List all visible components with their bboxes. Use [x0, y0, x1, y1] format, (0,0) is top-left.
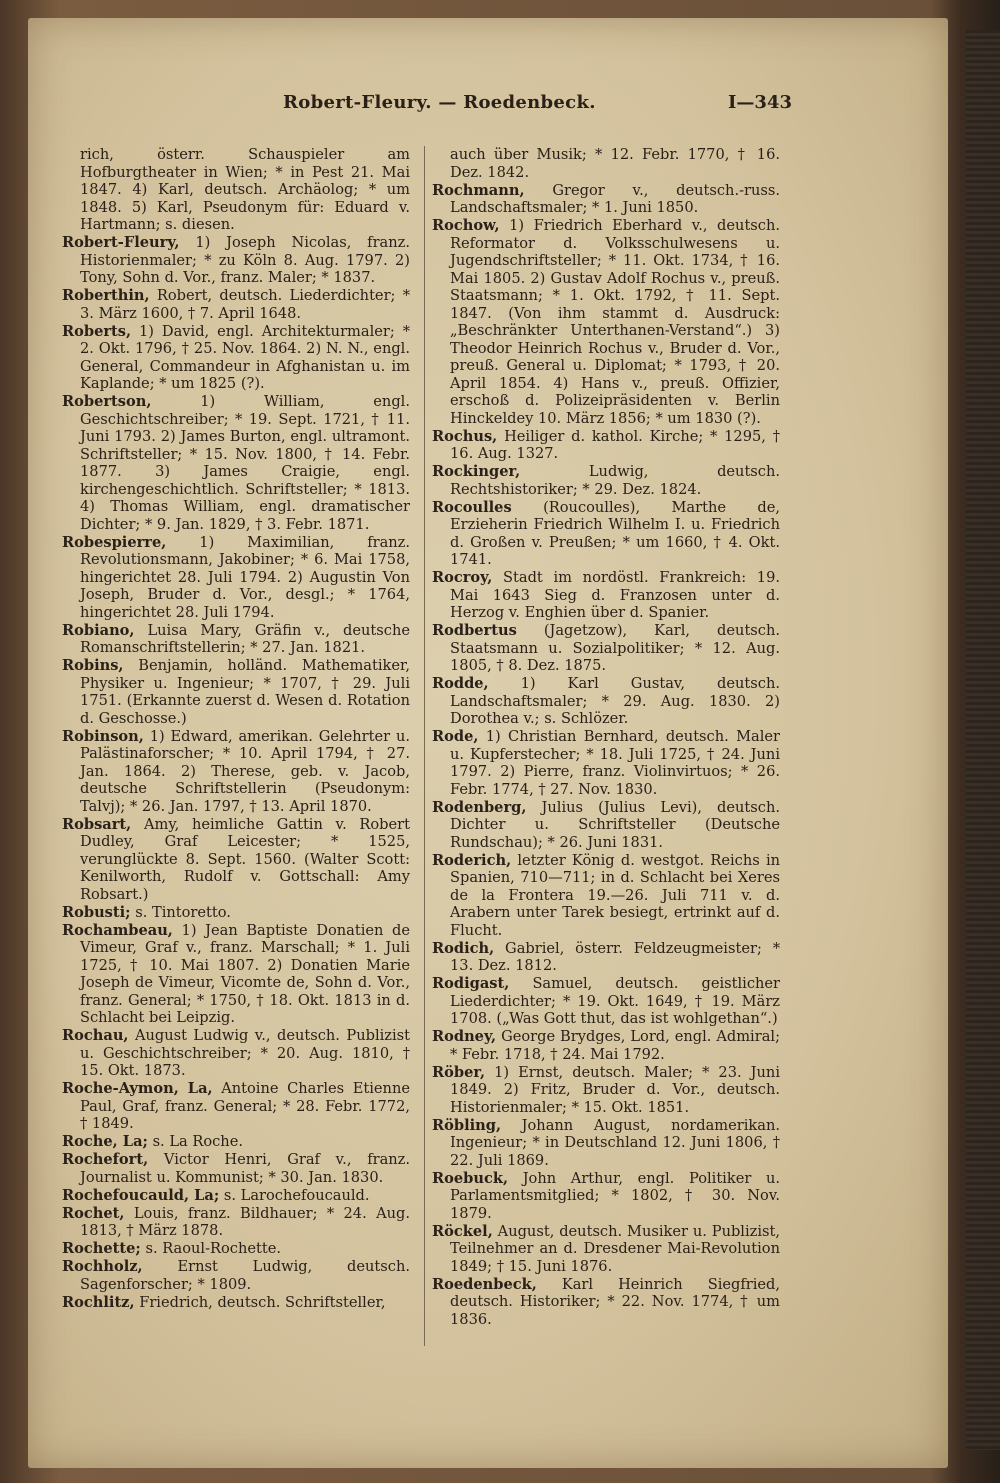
entry-text: Stadt im nordöstl. Frankreich: 19. Mai 1643 Sieg d. Franzosen unter d. Herzog v. Enghien über d. Spanier. — [450, 569, 780, 621]
dictionary-entry — [62, 622, 410, 657]
entry-text: Robert, deutsch. Liederdichter; * 3. März 1600, † 7. April 1648. — [80, 287, 410, 322]
entry-headword: Rochus, — [432, 427, 498, 445]
entry-text: George Brydges, Lord, engl. Admiral; * Febr. 1718, † 24. Mai 1792. — [450, 1028, 780, 1063]
entry-headword: Rockinger, — [432, 463, 521, 480]
entry-headword: Rochlitz, — [62, 1293, 135, 1311]
entry-headword: Rodney, — [432, 1028, 497, 1045]
entry-text: s. Raoul-Rochette. — [145, 1240, 282, 1257]
entry-text: John Arthur, engl. Politiker u. Parlamentsmitglied; * 1802, † 30. Nov. 1879. — [450, 1169, 780, 1222]
dictionary-entry — [432, 182, 780, 217]
entry-headword: Robiano, — [62, 621, 135, 639]
dictionary-entry — [432, 146, 780, 181]
dictionary-entry — [432, 428, 780, 463]
entry-text: auch über Musik; * 12. Febr. 1770, † 16. Dez. 1842. — [450, 146, 780, 181]
entry-headword: Rochefoucauld, La; — [62, 1186, 220, 1204]
entry-text: Gregor v., deutsch.-russ. Landschaftsmaler; * 1. Juni 1850. — [450, 181, 781, 216]
dictionary-entry — [62, 1027, 410, 1080]
page-header — [28, 88, 948, 120]
entry-headword: Rodbertus — [432, 622, 517, 639]
dictionary-entry — [62, 816, 410, 904]
entry-text: 1) Edward, amerikan. Gelehrter u. Palästinaforscher; * 10. April 1794, † 27. Jan. 1864. 2) Therese, geb. v. Jacob, deutsche Schriftstellerin (Pseudonym: Talvj); * 26. Jan. 1797, † 13. April 1870. — [80, 727, 410, 815]
entry-text: 1) David, engl. Architekturmaler; * 2. Okt. 1796, † 25. Nov. 1864. 2) N. N., engl. General, Commandeur in Afghanistan u. im Kaplande; * um 1825 (?). — [80, 322, 410, 392]
entry-headword: Röbling, — [432, 1116, 502, 1134]
entry-headword: Robsart, — [62, 815, 132, 833]
entry-headword: Roebuck, — [432, 1169, 509, 1187]
entry-text: 1) Jean Baptiste Donatien de Vimeur, Graf v., franz. Marschall; * 1. Juli 1725, † 10. Mai 1807. 2) Donatien Marie Joseph de Vimeur, Vicomte de, Sohn d. Vor., franz. General; * 1750, † 18. Okt. 1813 in d. Schlacht bei Leipzig. — [80, 921, 410, 1026]
entry-text: letzter König d. westgot. Reichs in Spanien, 710—711; in d. Schlacht bei Xeres de la Frontera 19.—26. Juli 711 v. d. Arabern unter Tarek besiegt, ertrinkt auf d. Flucht. — [450, 851, 781, 939]
dictionary-entry — [432, 728, 780, 798]
entry-text: 1) Ernst, deutsch. Maler; * 23. Juni 1849. 2) Fritz, Bruder d. Vor., deutsch. Historienmaler; * 15. Okt. 1851. — [450, 1063, 780, 1116]
entry-headword: Rocoulles — [432, 498, 512, 516]
right-column — [432, 146, 780, 1329]
entry-headword: Rochambeau, — [62, 921, 173, 939]
entry-text: Julius (Julius Levi), deutsch. Dichter u. Schriftsteller (Deutsche Rundschau); * 26. Juni 1831. — [450, 798, 780, 851]
entry-headword: Rodde, — [432, 675, 489, 692]
dictionary-entry — [432, 675, 780, 728]
entry-headword: Roderich, — [432, 851, 512, 869]
entry-headword: Roche-Aymon, La, — [62, 1080, 213, 1097]
dictionary-entry — [62, 234, 410, 287]
dictionary-entry — [62, 323, 410, 393]
entry-text: August, deutsch. Musiker u. Publizist, Teilnehmer an d. Dresdener Mai-Revolution 1849; † 15. Juni 1876. — [450, 1222, 780, 1275]
entry-headword: Rodigast, — [432, 975, 510, 992]
entry-headword: Roche, La; — [62, 1133, 148, 1150]
dictionary-entry — [432, 852, 780, 940]
page-number: I—343 — [728, 92, 792, 113]
dictionary-entry — [62, 1133, 410, 1151]
dictionary-entry — [62, 728, 410, 816]
entry-text: 1) Christian Bernhard, deutsch. Maler u. Kupferstecher; * 18. Juli 1725, † 24. Juni 1797. 2) Pierre, franz. Violinvirtuos; * 26. Febr. 1774, † 27. Nov. 1830. — [450, 728, 781, 798]
entry-headword: Rochefort, — [62, 1151, 149, 1168]
entry-headword: Rochau, — [62, 1027, 129, 1044]
dictionary-entry — [62, 1187, 410, 1205]
entry-headword: Roberthin, — [62, 287, 150, 304]
entry-text: Luisa Mary, Gräfin v., deutsche Romanschriftstellerin; * 27. Jan. 1821. — [80, 621, 410, 656]
entry-headword: Robert-Fleury, — [62, 234, 180, 251]
entry-headword: Robespierre, — [62, 533, 167, 551]
entry-headword: Rochmann, — [432, 181, 525, 199]
entry-headword: Rochow, — [432, 217, 500, 234]
dictionary-entry — [62, 904, 410, 922]
entry-text: (Roucoulles), Marthe de, Erzieherin Friedrich Wilhelm I. u. Friedrich d. Großen v. Preußen; * um 1660, † 4. Okt. 1741. — [450, 498, 781, 568]
running-title: Robert-Fleury. — Roedenbeck. — [283, 92, 596, 113]
book-page — [28, 18, 948, 1468]
entry-text: (Jagetzow), Karl, deutsch. Staatsmann u. Sozialpolitiker; * 12. Aug. 1805, † 8. Dez. 1875. — [450, 622, 781, 674]
dictionary-entry — [62, 1294, 410, 1312]
dictionary-entry — [432, 463, 780, 498]
dictionary-entry — [62, 1151, 410, 1186]
dictionary-entry — [432, 217, 780, 427]
dictionary-entry — [432, 1276, 780, 1329]
book-spine-edge — [966, 30, 1000, 1450]
entry-text: s. Larochefoucauld. — [223, 1186, 370, 1204]
entry-text: 1) Friedrich Eberhard v., deutsch. Reformator d. Volksschulwesens u. Jugendschriftsteller; * 11. Okt. 1734, † 16. Mai 1805. 2) Gustav Adolf Rochus v., preuß. Staatsmann; * 1. Okt. 1792, † 11. Sept. 1847. (Von ihm stammt d. Ausdruck: „Beschränkter Unterthanen-Verstand“.) 3) Theodor Heinrich Rochus v., Bruder d. Vor., preuß. General u. Diplomat; * 1793, † 20. April 1854. 4) Hans v., preuß. Offizier, erschoß d. Polizeipräsidenten v. Berlin Hinckeldey 10. März 1856; * um 1830 (?). — [450, 217, 781, 427]
dictionary-entry — [62, 1240, 410, 1258]
entry-text: 1) Maximilian, franz. Revolutionsmann, Jakobiner; * 6. Mai 1758, hingerichtet 28. Juli 1794. 2) Augustin Von Joseph, Bruder d. Vor., desgl.; * 1764, hingerichtet 28. Juli 1794. — [80, 533, 411, 621]
dictionary-entry — [62, 657, 410, 727]
entry-text: Benjamin, holländ. Mathematiker, Physiker u. Ingenieur; * 1707, † 29. Juli 1751. (Erkannte zuerst d. Wesen d. Rotation d. Geschosse.) — [80, 657, 411, 727]
entry-headword: Rodenberg, — [432, 798, 527, 816]
entry-text: 1) Joseph Nicolas, franz. Historienmaler; * zu Köln 8. Aug. 1797. 2) Tony, Sohn d. Vor., franz. Maler; * 1837. — [80, 234, 410, 286]
entry-text: August Ludwig v., deutsch. Publizist u. Geschichtschreiber; * 20. Aug. 1810, † 15. Okt. 1873. — [80, 1027, 410, 1079]
dictionary-entry — [432, 940, 780, 975]
entry-headword: Robertson, — [62, 393, 152, 410]
entry-headword: Röber, — [432, 1063, 486, 1081]
entry-headword: Röckel, — [432, 1222, 493, 1240]
entry-headword: Robinson, — [62, 727, 144, 745]
dictionary-entry — [62, 146, 410, 234]
entry-text: Friedrich, deutsch. Schriftsteller, — [139, 1293, 386, 1311]
dictionary-entry — [432, 1117, 780, 1170]
dictionary-entry — [62, 1205, 410, 1240]
dictionary-entry — [432, 799, 780, 852]
entry-text: Samuel, deutsch. geistlicher Liederdichter; * 19. Okt. 1649, † 19. März 1708. („Was Gott thut, das ist wohlgethan“.) — [450, 975, 781, 1027]
dictionary-entry — [432, 975, 780, 1028]
entry-text: s. Tintoretto. — [135, 903, 231, 921]
entry-headword: Rode, — [432, 728, 479, 745]
dictionary-entry — [62, 287, 410, 322]
entry-headword: Rochholz, — [62, 1258, 143, 1275]
dictionary-entry — [432, 622, 780, 675]
dictionary-entry — [62, 1080, 410, 1133]
column-divider — [424, 146, 425, 1346]
left-column — [62, 146, 410, 1312]
dictionary-entry — [432, 1170, 780, 1223]
entry-headword: Rocroy, — [432, 569, 493, 586]
entry-text: Ludwig, deutsch. Rechtshistoriker; * 29. Dez. 1824. — [450, 463, 781, 498]
entry-text: Louis, franz. Bildhauer; * 24. Aug. 1813, † März 1878. — [80, 1204, 411, 1239]
dictionary-entry — [62, 534, 410, 622]
entry-text: Karl Heinrich Siegfried, deutsch. Historiker; * 22. Nov. 1774, † um 1836. — [450, 1275, 781, 1328]
entry-text: rich, österr. Schauspieler am Hofburgtheater in Wien; * in Pest 21. Mai 1847. 4) Karl, deutsch. Archäolog; * um 1848. 5) Karl, Pseudonym für: Eduard v. Hartmann; s. diesen. — [80, 146, 410, 233]
entry-headword: Rodich, — [432, 939, 495, 957]
entry-text: Ernst Ludwig, deutsch. Sagenforscher; * 1809. — [80, 1258, 410, 1293]
entry-headword: Robins, — [62, 657, 124, 674]
entry-text: Victor Henri, Graf v., franz. Journalist u. Kommunist; * 30. Jan. 1830. — [80, 1151, 411, 1186]
entry-headword: Robusti; — [62, 903, 131, 921]
entry-text: 1) William, engl. Geschichtschreiber; * 19. Sept. 1721, † 11. Juni 1793. 2) James Burton, engl. ultramont. Schriftsteller; * 15. Nov. 1800, † 14. Febr. 1877. 3) James Craigie, engl. kirchengeschichtlich. Schriftsteller; * 1813. 4) Thomas William, engl. dramatischer Dichter; * 9. Jan. 1829, † 3. Febr. 1871. — [80, 393, 410, 533]
entry-text: Heiliger d. kathol. Kirche; * 1295, † 16. Aug. 1327. — [450, 427, 780, 462]
dictionary-entry — [432, 1064, 780, 1117]
dictionary-entry — [62, 922, 410, 1027]
dictionary-entry — [62, 1258, 410, 1293]
entry-text: Gabriel, österr. Feldzeugmeister; * 13. Dez. 1812. — [450, 939, 780, 974]
entry-text: Antoine Charles Etienne Paul, Graf, franz. General; * 28. Febr. 1772, † 1849. — [80, 1080, 410, 1132]
entry-text: s. La Roche. — [152, 1133, 243, 1150]
entry-text: Amy, heimliche Gattin v. Robert Dudley, Graf Leicester; * 1525, verunglückte 8. Sept. 1560. (Walter Scott: Kenilworth, Rudolf v. Gottschall: Amy Robsart.) — [80, 815, 410, 903]
dictionary-entry — [432, 499, 780, 569]
dictionary-entry — [432, 1028, 780, 1063]
dictionary-entry — [432, 1223, 780, 1276]
entry-headword: Rochet, — [62, 1204, 125, 1222]
entry-headword: Roberts, — [62, 322, 132, 340]
dictionary-entry — [62, 393, 410, 533]
entry-text: Johann August, nordamerikan. Ingenieur; * in Deutschland 12. Juni 1806, † 22. Juli 1869. — [450, 1116, 780, 1169]
dictionary-entry — [432, 569, 780, 622]
entry-headword: Roedenbeck, — [432, 1275, 537, 1293]
entry-headword: Rochette; — [62, 1240, 141, 1257]
entry-text: 1) Karl Gustav, deutsch. Landschaftsmaler; * 29. Aug. 1830. 2) Dorothea v.; s. Schlözer. — [450, 675, 780, 727]
